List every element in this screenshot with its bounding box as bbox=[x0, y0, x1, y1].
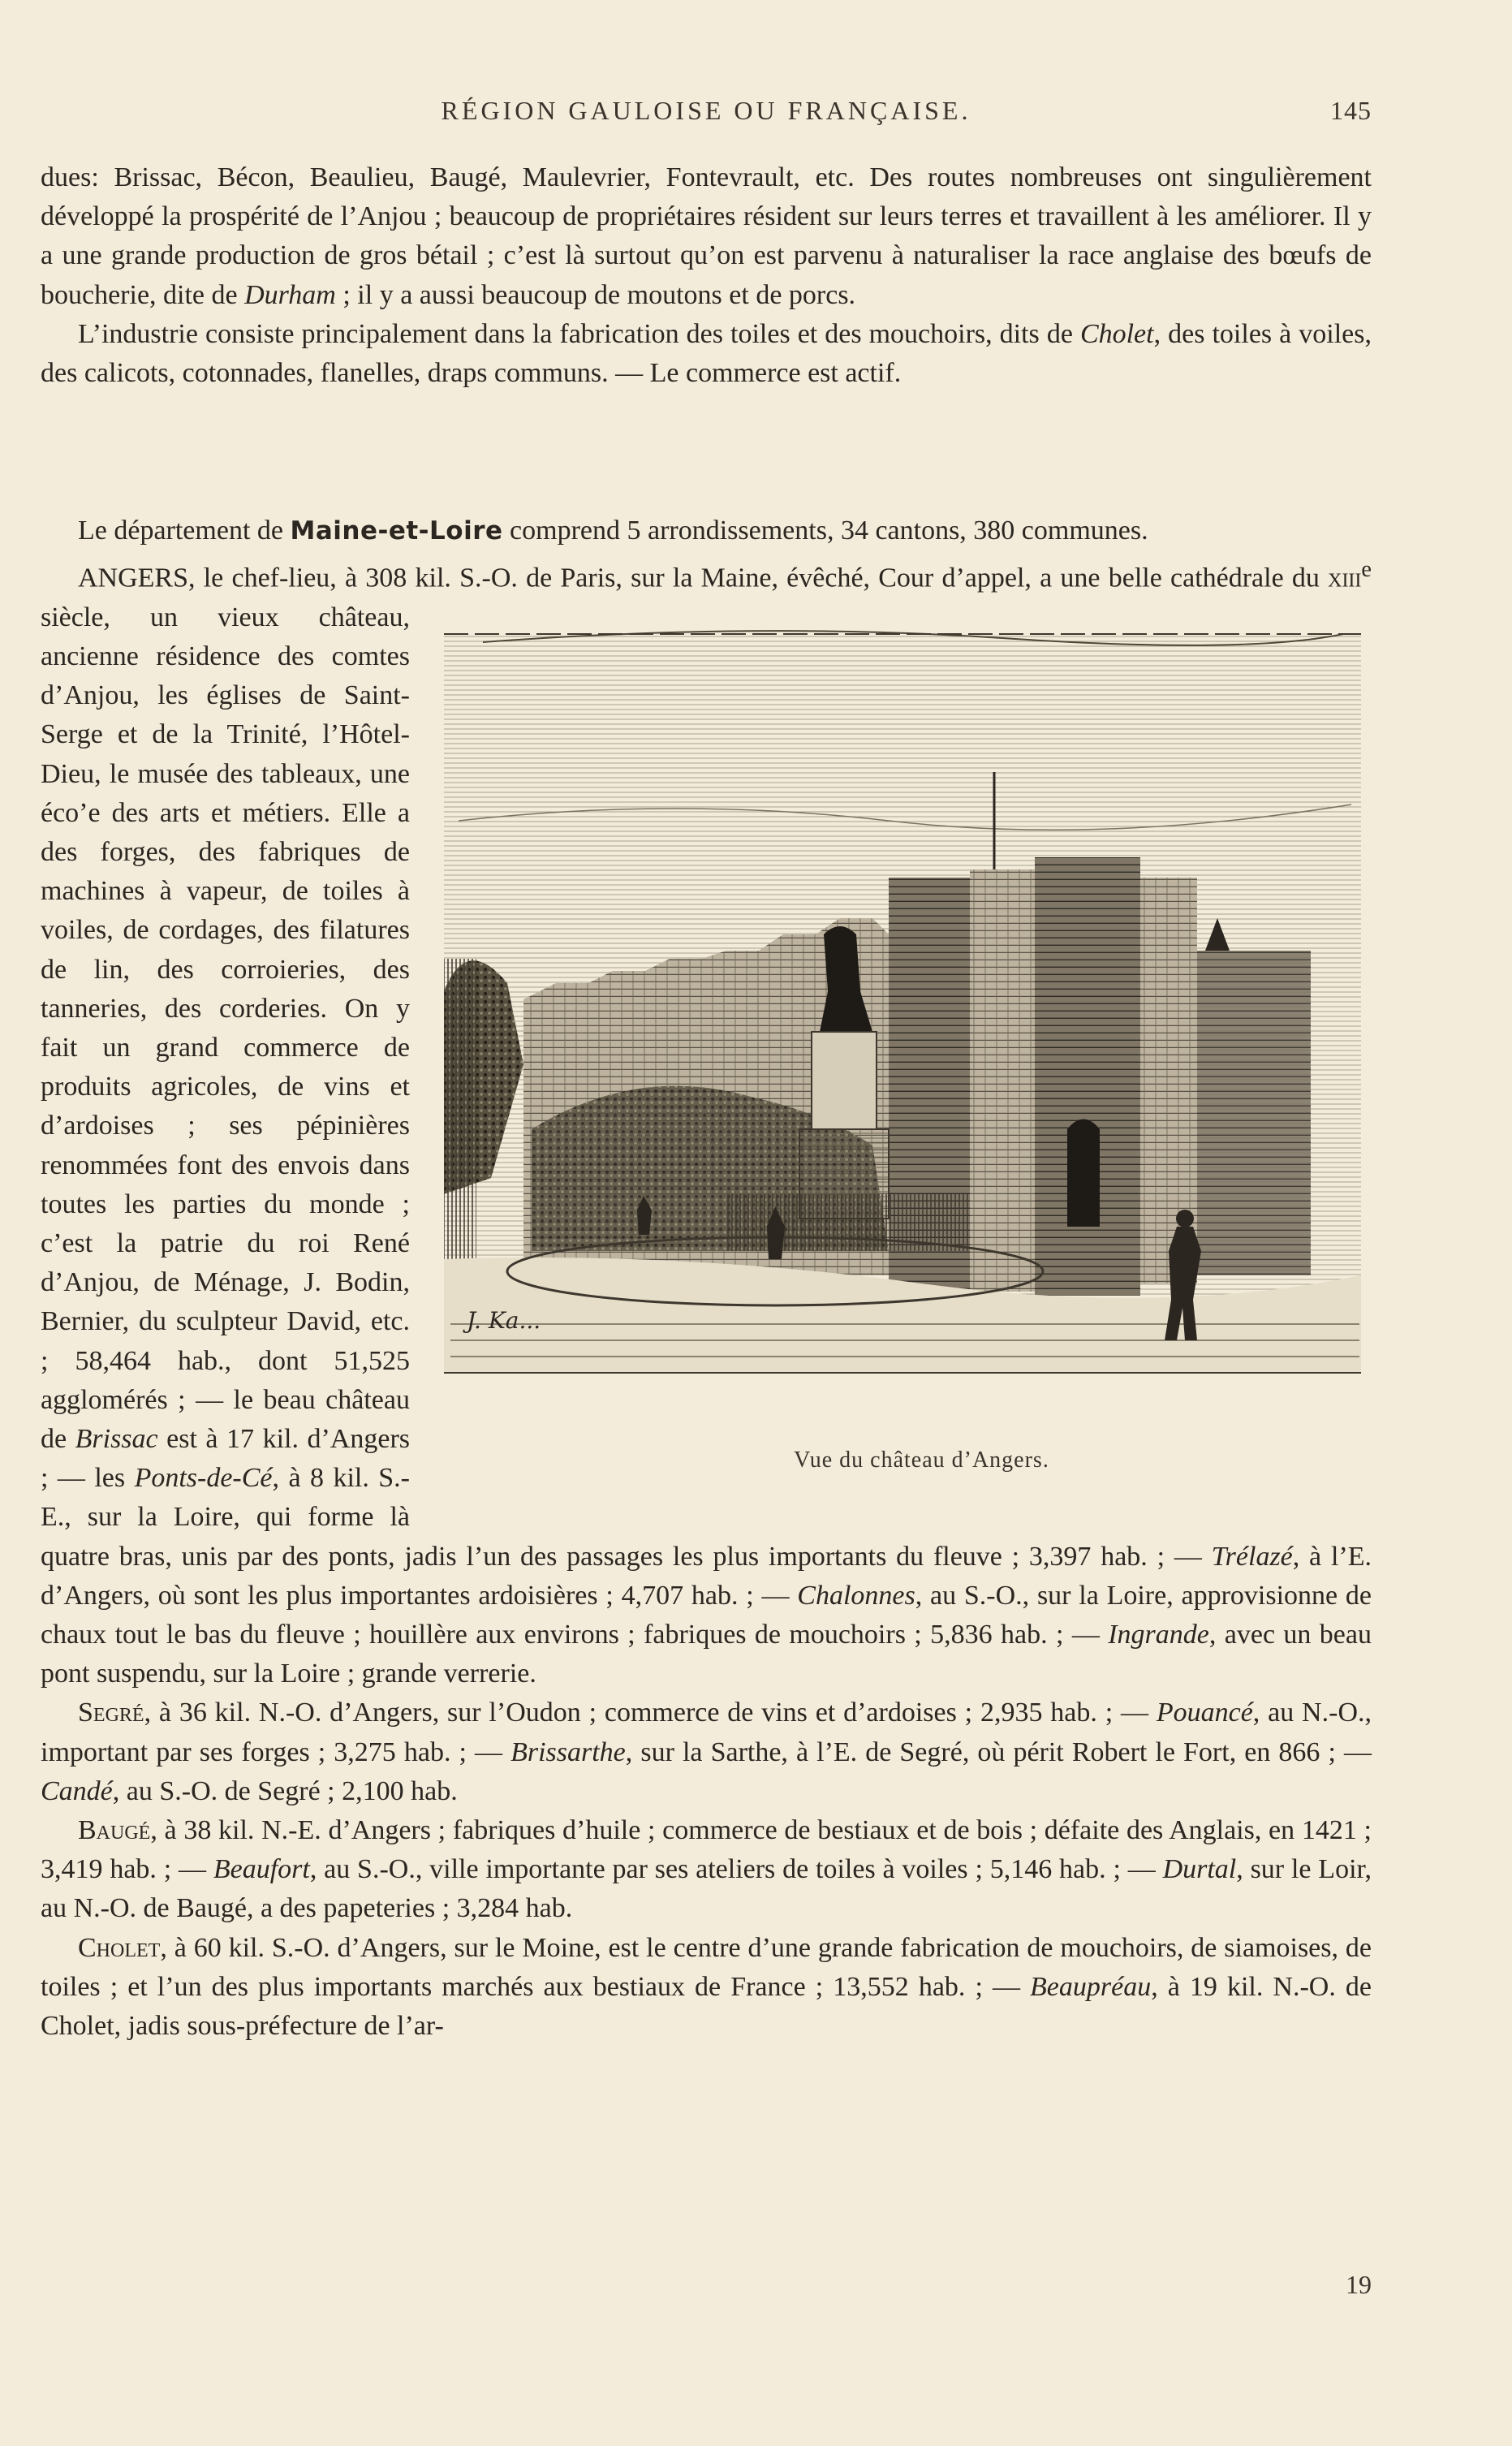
italic-place: Beaupréau bbox=[1030, 1971, 1152, 2002]
paragraph-bauge bbox=[41, 1811, 1372, 1929]
text-run: , au S.-O., ville importante par ses ateliers de toiles à voiles ; 5,146 hab. ; — bbox=[309, 1854, 1163, 1885]
italic-place: Durtal bbox=[1162, 1854, 1237, 1885]
italic-place: Beaufort bbox=[213, 1854, 310, 1885]
italic-place: Candé bbox=[41, 1775, 113, 1806]
text-run: ANGERS, le chef-lieu, à 308 kil. S.-O. de Paris, sur la Maine, évêché, Cour d’appel, a une belle cathédrale du bbox=[78, 563, 1329, 593]
italic-place: Ponts-de-Cé bbox=[134, 1463, 273, 1494]
italic-place: Trélazé bbox=[1211, 1541, 1293, 1572]
paragraph-angers bbox=[41, 550, 1372, 1693]
arrondissement-name: Cholet bbox=[78, 1932, 161, 1963]
paragraph-segre bbox=[41, 1693, 1372, 1811]
text-run: , au S.-O., sur la Loire, approvisionne de chaux tout le bas du fleuve ; houillère aux environs ; fabriques de mouchoirs ; 5,836 hab. ; — bbox=[41, 1580, 1372, 1650]
text-run: , à 8 kil. S.-E., sur la Loire, qui forme là quatre bras, unis par des ponts, jadis l’un des passages les plus importants du fleuve ; 3,397 hab. ; — bbox=[41, 1463, 1212, 1572]
page-number: 145 bbox=[1330, 96, 1372, 125]
figure-head bbox=[1176, 1210, 1194, 1227]
department-text bbox=[41, 511, 1372, 2046]
century-numeral: xiii bbox=[1328, 563, 1362, 593]
castle-gate-tower bbox=[1035, 857, 1140, 1296]
text-run: , à 36 kil. N.-O. d’Angers, sur l’Oudon ; commerce de vins et d’ardoises ; 2,935 hab. ; — bbox=[144, 1698, 1157, 1728]
text-run: Le département de bbox=[78, 516, 291, 546]
text-run: comprend 5 arrondissements, 34 cantons, 380 communes. bbox=[502, 516, 1148, 546]
text-run: L’industrie consiste principalement dans la fabrication des toiles et des mouchoirs, dits de bbox=[78, 318, 1080, 349]
railing bbox=[726, 1194, 970, 1251]
paragraph-department bbox=[41, 511, 1372, 550]
superscript: e bbox=[1361, 557, 1372, 583]
text-run: siècle, un vieux château, ancienne résidence des comtes d’Anjou, les églises de Saint-Serge et de la Trinité, l’Hôtel-Dieu, le musée des tableaux, une éco’e des arts et métiers. Elle a des forges, des fabriques de machines à vapeur, de toiles à voiles, de cordages, des filatures de lin, des corroieries, des tanneries, des corderies. On y fait un grand commerce de produits agricoles, de vins et d’ardoises ; ses pépinières renommées font des envois dans toutes les parties du monde ; c’est la patrie du roi René d’Anjou, de Ménage, J. Bodin, Bernier, du sculpteur David, etc. ; 58,464 hab., dont 51,525 agglomérés ; — le beau château de bbox=[41, 602, 410, 1454]
text-run: , à 60 kil. S.-O. d’Angers, sur le Moine, est le centre d’une grande fabrication de mouchoirs, de siamoises, de toiles ; et l’un des plus importants marchés aux bestiaux de France ; 13,552 hab. ; — bbox=[41, 1932, 1372, 2002]
paragraph-industry bbox=[41, 315, 1372, 393]
text-run: , au N.-O., important par ses forges ; 3,275 hab. ; — bbox=[41, 1698, 1372, 1767]
signature-mark: 19 bbox=[1346, 2270, 1372, 2299]
statue-pedestal bbox=[812, 1032, 877, 1129]
department-name: Maine-et-Loire bbox=[290, 516, 503, 546]
italic-place: Ingrande bbox=[1108, 1620, 1209, 1650]
text-run: , à l’E. d’Angers, où sont les plus importantes ardoisières ; 4,707 hab. ; — bbox=[41, 1541, 1372, 1611]
text-run: , au S.-O. de Segré ; 2,100 hab. bbox=[112, 1775, 458, 1806]
castle-wall-right bbox=[1197, 951, 1311, 1275]
text-run: est à 17 kil. d’Angers ; — les bbox=[41, 1424, 411, 1494]
arrondissement-name: Segré bbox=[78, 1698, 144, 1728]
text-run: dues: Brissac, Bécon, Beaulieu, Baugé, Maulevrier, Fontevrault, etc. Des routes nombreuses ont singulièrement développé la prospérité de l’Anjou ; beaucoup de propriétaires résident sur leurs terres et travaillent à les améliorer. Il y a une grande production de gros bétail ; c’est là surtout qu’on est parvenu à naturaliser la race anglaise des bœufs de boucherie, dite de bbox=[41, 162, 1372, 310]
italic-place: Brissarthe bbox=[510, 1736, 626, 1767]
engraver-signature: J. Ka... bbox=[467, 1306, 541, 1334]
castle-illustration bbox=[434, 610, 1372, 1511]
italic-term: Durham bbox=[244, 279, 336, 310]
italic-place: Pouancé bbox=[1156, 1698, 1253, 1728]
italic-place: Chalonnes bbox=[797, 1580, 915, 1611]
figure-caption: Vue du château d’Angers. bbox=[794, 1447, 1049, 1473]
engraving-castle-angers bbox=[434, 610, 1372, 1430]
text-run: , sur la Sarthe, à l’E. de Segré, où périt Robert le Fort, en 866 ; — bbox=[625, 1736, 1372, 1767]
arrondissement-name: Baugé bbox=[78, 1815, 151, 1846]
paragraph-cholet bbox=[41, 1929, 1372, 2047]
text-run: , avec un beau pont suspendu, sur la Loire ; grande verrerie. bbox=[41, 1620, 1372, 1689]
intro-text bbox=[41, 158, 1372, 393]
castle-tower bbox=[970, 869, 1035, 1292]
text-run: , des toiles à voiles, des calicots, cotonnades, flanelles, draps communs. — Le commerce est actif. bbox=[41, 318, 1372, 389]
text-run: , à 19 kil. N.-O. de Cholet, jadis sous-préfecture de l’ar- bbox=[41, 1971, 1372, 2042]
running-header bbox=[41, 96, 1372, 136]
castle-gate bbox=[1067, 1119, 1100, 1227]
italic-place: Brissac bbox=[75, 1424, 158, 1454]
text-run: , sur le Loir, au N.-O. de Baugé, a des papeteries ; 3,284 hab. bbox=[41, 1854, 1372, 1924]
italic-term: Cholet bbox=[1079, 318, 1154, 349]
text-run: , à 38 kil. N.-E. d’Angers ; fabriques d’huile ; commerce de bestiaux et de bois ; défaite des Anglais, en 1421 ; 3,419 hab. ; — bbox=[41, 1815, 1372, 1885]
text-run: ; il y a aussi beaucoup de moutons et de porcs. bbox=[335, 279, 856, 310]
paragraph-agriculture bbox=[41, 158, 1372, 315]
running-title: RÉGION GAULOISE OU FRANÇAISE. bbox=[441, 96, 971, 125]
